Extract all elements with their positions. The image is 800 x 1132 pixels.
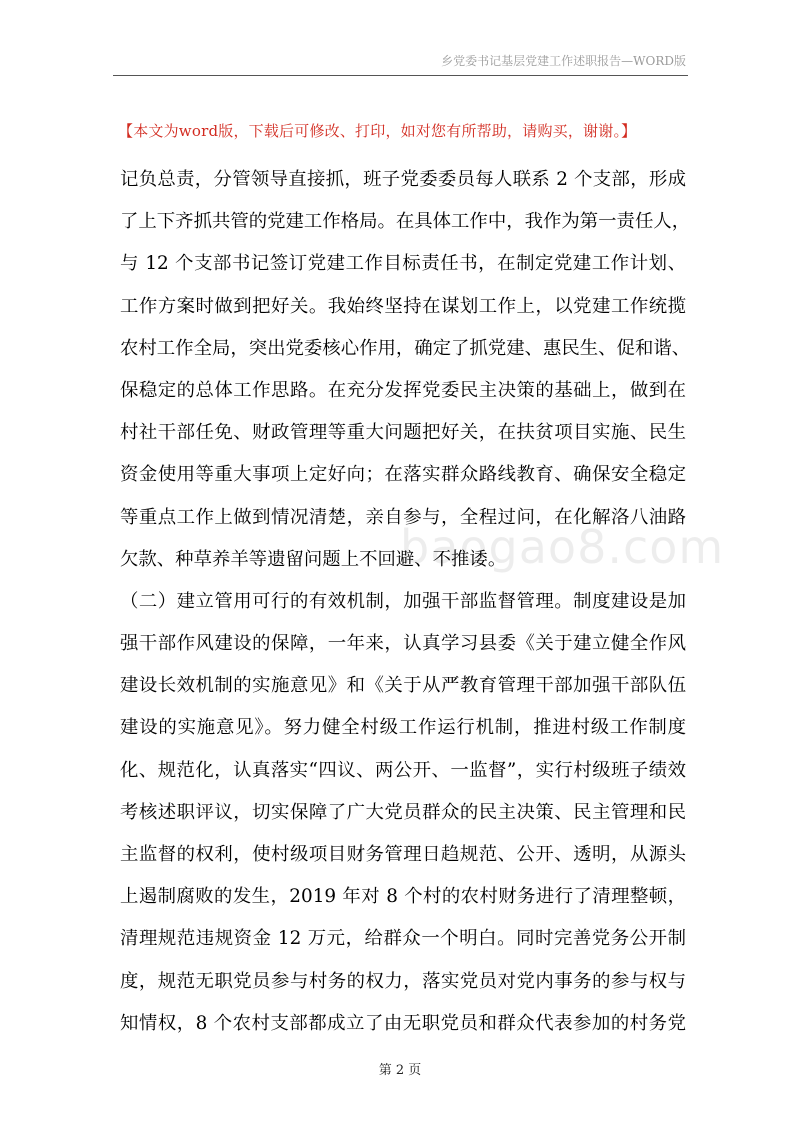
body-line: 工作方案时做到把好关。我始终坚持在谋划工作上，以党建工作统揽 bbox=[120, 295, 686, 317]
body-line: 建设长效机制的实施意见》和《关于从严教育管理干部加强干部队伍 bbox=[120, 675, 686, 697]
body-line: 强干部作风建设的保障，一年来，认真学习县委《关于建立健全作风 bbox=[120, 633, 686, 655]
body-line: 等重点工作上做到情况清楚，亲自参与，全程过问，在化解洛八油路 bbox=[120, 506, 686, 528]
body-line: 清理规范违规资金 12 万元，给群众一个明白。同时完善党务公开制 bbox=[120, 928, 686, 950]
page-number: 第 2 页 bbox=[378, 1063, 422, 1078]
document-header-title: 乡党委书记基层党建工作述职报告—WORD版 bbox=[441, 54, 686, 68]
body-line: 了上下齐抓共管的党建工作格局。在具体工作中，我作为第一责任人， bbox=[120, 211, 691, 233]
body-line: 上遏制腐败的发生，2019 年对 8 个村的农村财务进行了清理整顿， bbox=[120, 886, 686, 908]
body-line: 保稳定的总体工作思路。在充分发挥党委民主决策的基础上，做到在 bbox=[120, 379, 686, 401]
download-notice: 【本文为word版，下载后可修改、打印，如对您有所帮助，请购买，谢谢。】 bbox=[118, 122, 637, 140]
body-line: 化、规范化，认真落实“四议、两公开、一监督”，实行村级班子绩效 bbox=[120, 759, 686, 781]
body-line: 建设的实施意见》。努力健全村级工作运行机制，推进村级工作制度 bbox=[120, 717, 686, 739]
body-line: 欠款、种草养羊等遗留问题上不回避、不推诿。 bbox=[120, 548, 507, 570]
body-line: 主监督的权利，使村级项目财务管理日趋规范、公开、透明，从源头 bbox=[120, 844, 686, 865]
body-line: 资金使用等重大事项上定好向；在落实群众路线教育、确保安全稳定 bbox=[120, 464, 686, 486]
body-line: 考核述职评议，切实保障了广大党员群众的民主决策、民主管理和民 bbox=[120, 801, 686, 823]
body-line: 村社干部任免、财政管理等重大问题把好关，在扶贫项目实施、民生 bbox=[120, 422, 686, 444]
body-line: 知情权，8 个农村支部都成立了由无职党员和群众代表参加的村务党 bbox=[120, 1012, 686, 1034]
body-line: 农村工作全局，突出党委核心作用，确定了抓党建、惠民生、促和谐、 bbox=[120, 337, 691, 359]
body-line: 记负总责，分管领导直接抓，班子党委委员每人联系 2 个支部，形成 bbox=[120, 169, 686, 190]
body-paragraphs bbox=[120, 159, 691, 1045]
header-divider bbox=[113, 75, 688, 76]
watermark-text: baogao8.com bbox=[400, 520, 725, 574]
body-line: （二）建立管用可行的有效机制，加强干部监督管理。制度建设是加 bbox=[120, 590, 686, 612]
body-line: 度，规范无职党员参与村务的权力，落实党员对党内事务的参与权与 bbox=[120, 970, 686, 992]
body-line: 与 12 个支部书记签订党建工作目标责任书，在制定党建工作计划、 bbox=[120, 253, 686, 275]
